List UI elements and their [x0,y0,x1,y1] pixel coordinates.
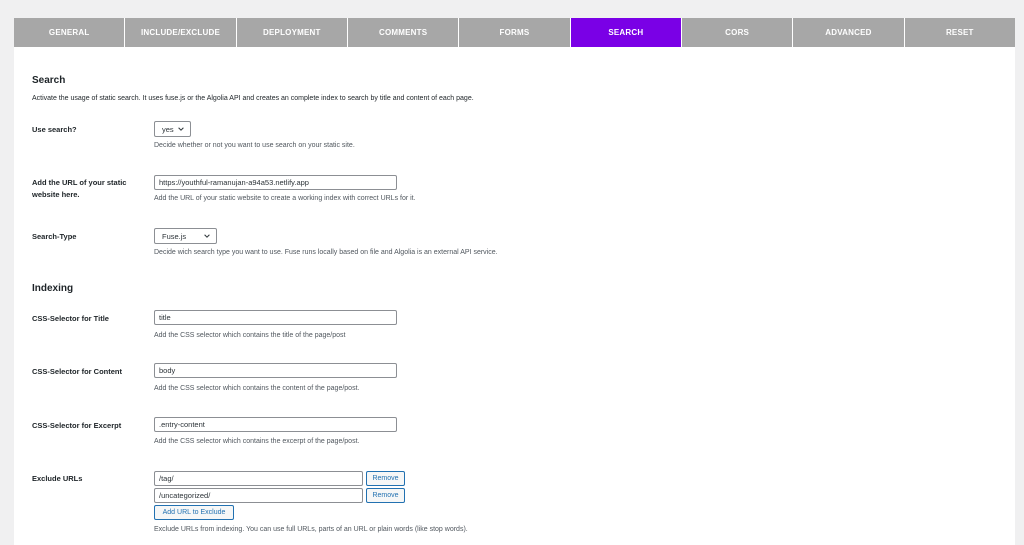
static-url-description: Add the URL of your static website to create a working index with correct URLs for it. [154,195,416,202]
static-url-input[interactable] [154,175,397,190]
search-section-title: Search [32,75,66,86]
tab-advanced[interactable]: ADVANCED [793,18,903,47]
chevron-down-icon [203,232,211,240]
tab-include-exclude[interactable]: INCLUDE/EXCLUDE [125,18,235,47]
use-search-description: Decide whether or not you want to use search on your static site. [154,142,355,149]
search-type-label: Search-Type [32,232,77,241]
settings-panel [14,47,1015,545]
title-selector-input[interactable] [154,310,397,325]
search-type-select[interactable] [154,228,217,244]
exclude-url-input[interactable] [154,471,363,486]
exclude-url-input[interactable] [154,488,363,503]
search-intro-text: Activate the usage of static search. It uses fuse.js or the Algolia API and creates an complete index to search by title and content of each page. [32,95,474,102]
content-selector-label: CSS-Selector for Content [32,367,123,376]
use-search-select[interactable] [154,121,191,137]
settings-tab-bar [14,18,1015,47]
exclude-urls-label: Exclude URLs [32,474,83,483]
title-selector-label: CSS-Selector for Title [32,314,109,323]
tab-search[interactable]: SEARCH [571,18,681,47]
chevron-down-icon [177,125,185,133]
add-url-to-exclude-button[interactable]: Add URL to Exclude [154,505,234,520]
content-selector-input[interactable] [154,363,397,378]
use-search-label: Use search? [32,125,77,134]
tab-reset[interactable]: RESET [905,18,1015,47]
tab-cors[interactable]: CORS [682,18,792,47]
tab-deployment[interactable]: DEPLOYMENT [237,18,347,47]
exclude-urls-description: Exclude URLs from indexing. You can use full URLs, parts of an URL or plain words (like stop words). [154,526,468,533]
static-url-label: Add the URL of your static website here. [32,178,127,199]
tab-forms[interactable]: FORMS [459,18,569,47]
search-type-value: Fuse.js [162,231,187,241]
use-search-value: yes [162,124,174,134]
excerpt-selector-label: CSS-Selector for Excerpt [32,421,122,430]
content-selector-description: Add the CSS selector which contains the content of the page/post. [154,385,360,392]
search-type-description: Decide wich search type you want to use. Fuse runs locally based on file and Algolia is an external API service. [154,249,498,256]
excerpt-selector-description: Add the CSS selector which contains the excerpt of the page/post. [154,438,360,445]
remove-url-button[interactable]: Remove [366,488,405,503]
title-selector-description: Add the CSS selector which contains the title of the page/post [154,332,346,339]
tab-general[interactable]: GENERAL [14,18,124,47]
excerpt-selector-input[interactable] [154,417,397,432]
tab-comments[interactable]: COMMENTS [348,18,458,47]
indexing-section-title: Indexing [32,283,74,294]
remove-url-button[interactable]: Remove [366,471,405,486]
